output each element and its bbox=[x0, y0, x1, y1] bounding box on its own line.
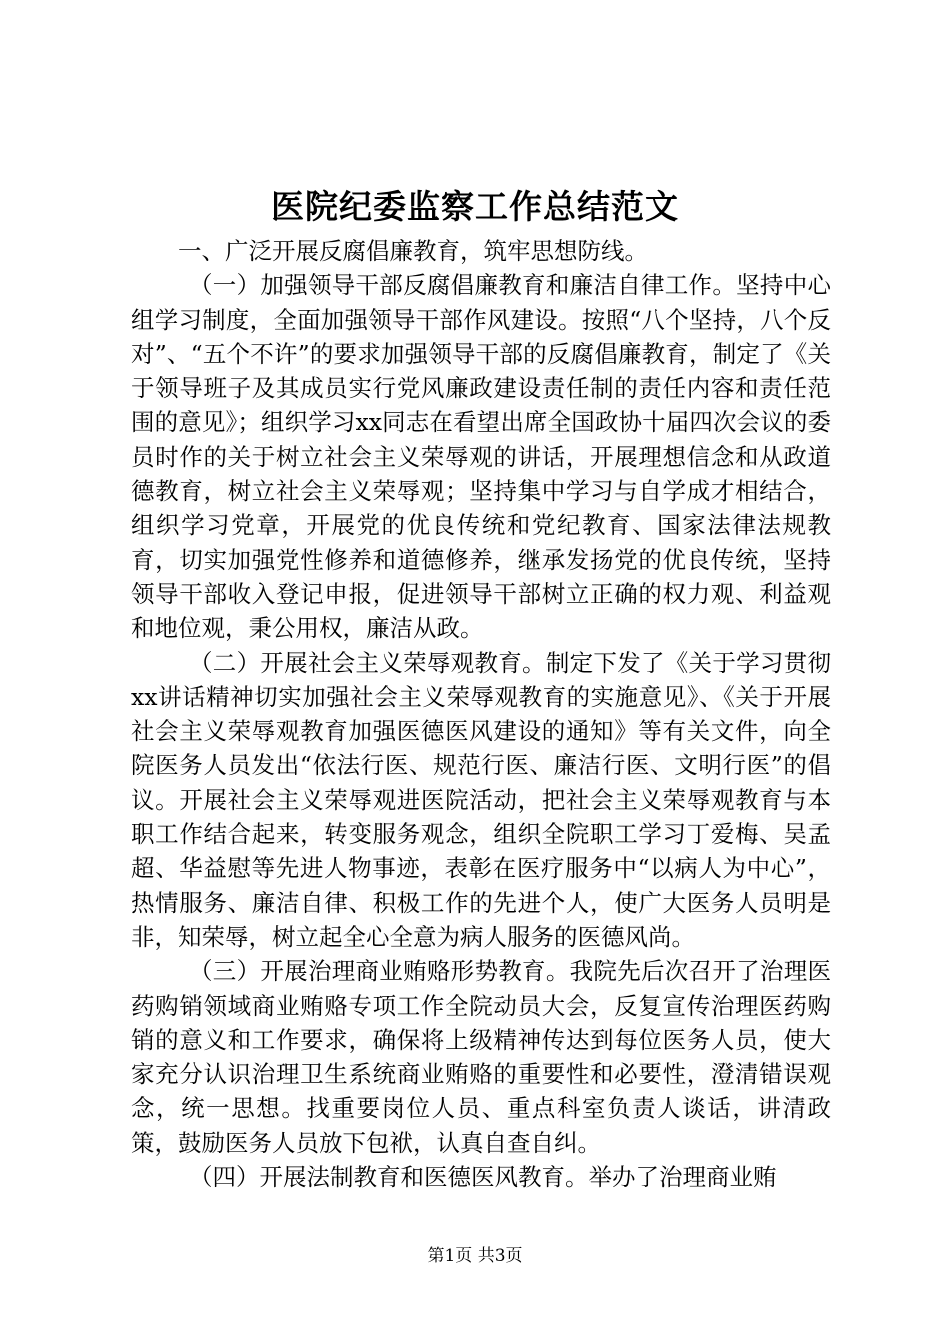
paragraph-4: （四）开展法制教育和医德医风教育。举办了治理商业贿 bbox=[189, 1163, 777, 1192]
paragraph-2: （二）开展社会主义荣辱观教育。制定下发了《关于学习贯彻xx讲话精神切实加强社会主义荣辱观教育的实施意见》、《关于开展社会主义荣辱观教育加强医德医风建设的通知》等有关文件，向全院医务人员发出“依法行医、规范行医、廉洁行医、文明行医”的倡议。开展社会主义荣辱观进医院活动，把社会主义荣辱观教育与本职工作结合起来，转变服务观念，组织全院职工学习丁爱梅、吴孟超、华益慰等先进人物事迹，表彰在医疗服务中“以病人为中心”，热情服务、廉洁自律、积极工作的先进个人，使广大医务人员明是非，知荣辱，树立起全心全意为病人服务的医德风尚。 bbox=[131, 648, 831, 951]
paragraph-3: （三）开展治理商业贿赂形势教育。我院先后次召开了治理医药购销领域商业贿赂专项工作全院动员大会，反复宣传治理医药购销的意义和工作要求，确保将上级精神传达到每位医务人员，使大家充分认识治理卫生系统商业贿赂的重要性和必要性，澄清错误观念，统一思想。找重要岗位人员、重点科室负责人谈话，讲清政策，鼓励医务人员放下包袱，认真自查自纠。 bbox=[131, 957, 831, 1157]
paragraph-1: （一）加强领导干部反腐倡廉教育和廉洁自律工作。坚持中心组学习制度，全面加强领导干部作风建设。按照“八个坚持，八个反对”、“五个不许”的要求加强领导干部的反腐倡廉教育，制定了《关于领导班子及其成员实行党风廉政建设责任制的责任内容和责任范围的意见》；组织学习xx同志在看望出席全国政协十届四次会议的委员时作的关于树立社会主义荣辱观的讲话，开展理想信念和从政道德教育，树立社会主义荣辱观；坚持集中学习与自学成才相结合，组织学习党章，开展党的优良传统和党纪教育、国家法律法规教育，切实加强党性修养和道德修养，继承发扬党的优良传统，坚持领导干部收入登记申报，促进领导干部树立正确的权力观、利益观和地位观，秉公用权，廉洁从政。 bbox=[131, 271, 831, 643]
page-footer: 第1页 共3页 bbox=[427, 1246, 523, 1266]
document-body bbox=[131, 234, 831, 1194]
document-title: 医院纪委监察工作总结范文 bbox=[271, 187, 679, 226]
section-heading-1: 一、广泛开展反腐倡廉教育，筑牢思想防线。 bbox=[178, 237, 648, 265]
